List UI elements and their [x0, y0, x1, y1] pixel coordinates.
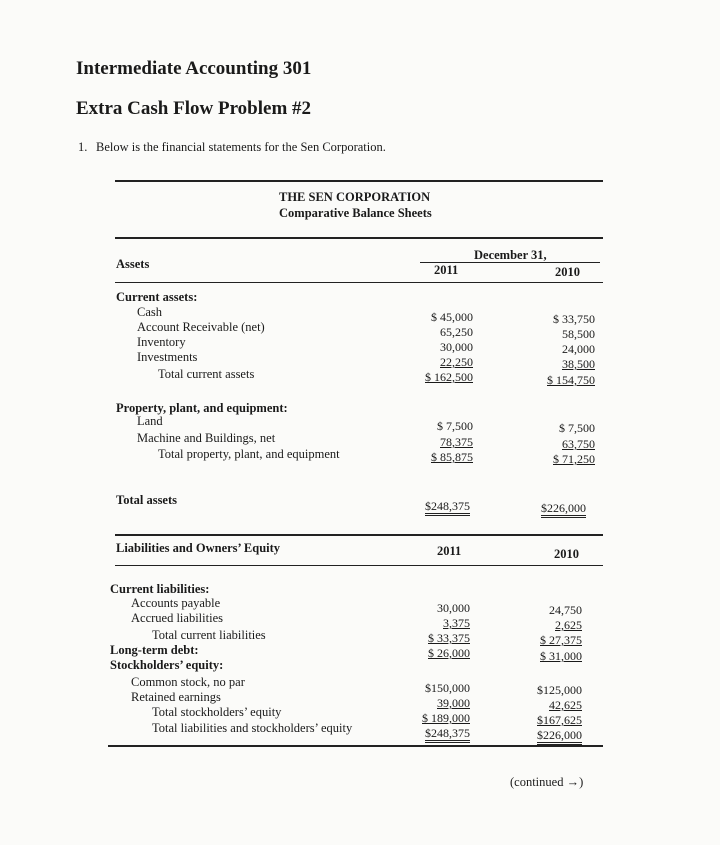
value-2011: 30,000: [437, 601, 470, 615]
value-2011: 78,375: [440, 435, 473, 449]
total-assets-label: Total assets: [116, 493, 178, 507]
total-liab-equity-2011: $248,375: [425, 726, 470, 743]
value-2010: 2,625: [555, 618, 582, 632]
value-2011: 3,375: [443, 616, 470, 630]
row-label: Common stock, no par: [131, 675, 245, 689]
row-label: Cash: [137, 305, 162, 319]
total-assets-2010: $226,000: [541, 501, 586, 518]
total-label: Total current assets: [158, 367, 255, 381]
statement-title: Comparative Balance Sheets: [279, 206, 432, 220]
total-liab-equity-2010: $226,000: [537, 728, 582, 745]
company-name: THE SEN CORPORATION: [279, 190, 431, 204]
equity-heading: Stockholders’ equity:: [110, 658, 224, 672]
row-label: Account Receivable (net): [137, 320, 265, 334]
long-term-debt-2010: $ 31,000: [540, 649, 582, 663]
date-header: December 31,: [474, 248, 547, 262]
value-2010: $125,000: [537, 683, 582, 697]
value-2010: 24,750: [549, 603, 582, 617]
row-label: Land: [137, 414, 163, 428]
problem-title: Extra Cash Flow Problem #2: [76, 98, 312, 119]
question-text: Below is the financial statements for the Sen Corporation.: [96, 140, 386, 154]
course-title: Intermediate Accounting 301: [76, 58, 312, 79]
value-2010: 58,500: [562, 327, 595, 341]
value-2011: 22,250: [440, 355, 473, 369]
year-2010-header: 2010: [555, 265, 580, 279]
liabilities-top-rule: [115, 534, 603, 536]
row-label: Machine and Buildings, net: [137, 431, 276, 445]
row-label: Retained earnings: [131, 690, 221, 704]
row-label: Inventory: [137, 335, 186, 349]
liab-year-2010: 2010: [554, 547, 579, 561]
ppe-heading: Property, plant, and equipment:: [116, 401, 288, 415]
value-2010: $ 33,750: [553, 312, 595, 326]
value-2011: $ 33,375: [428, 631, 470, 645]
value-2011: 30,000: [440, 340, 473, 354]
value-2010: $ 27,375: [540, 633, 582, 647]
value-2010: 42,625: [549, 698, 582, 712]
value-2010: $ 71,250: [553, 452, 595, 466]
long-term-debt-label: Long-term debt:: [110, 643, 199, 657]
value-2010: $ 154,750: [547, 373, 595, 387]
value-2011: $ 162,500: [425, 370, 473, 384]
total-label: Total liabilities and stockholders’ equity: [152, 721, 353, 735]
value-2011: $ 45,000: [431, 310, 473, 324]
current-assets-heading: Current assets:: [116, 290, 198, 304]
assets-header: Assets: [116, 257, 150, 271]
value-2010: 38,500: [562, 357, 595, 371]
value-2011: 65,250: [440, 325, 473, 339]
long-term-debt-2011: $ 26,000: [428, 646, 470, 660]
header-rule: [115, 237, 603, 239]
liab-year-2011: 2011: [437, 544, 462, 558]
top-rule: [115, 180, 603, 182]
row-label: Investments: [137, 350, 198, 364]
total-label: Total current liabilities: [152, 628, 266, 642]
bottom-rule: [108, 745, 603, 747]
value-2011: 39,000: [437, 696, 470, 710]
continued-note: (continued →): [510, 775, 584, 789]
value-2011: $ 189,000: [422, 711, 470, 725]
value-2010: $ 7,500: [559, 421, 595, 435]
total-label: Total property, plant, and equipment: [158, 447, 340, 461]
value-2011: $150,000: [425, 681, 470, 695]
value-2011: $ 7,500: [437, 419, 473, 433]
row-label: Accrued liabilities: [131, 611, 223, 625]
current-liabilities-heading: Current liabilities:: [110, 582, 210, 596]
liabilities-header-rule: [115, 565, 603, 566]
year-2011-header: 2011: [434, 263, 459, 277]
total-label: Total stockholders’ equity: [152, 705, 282, 719]
question-number: 1.: [78, 140, 88, 154]
row-label: Accounts payable: [131, 596, 221, 610]
total-assets-2011: $248,375: [425, 499, 470, 516]
value-2010: $167,625: [537, 713, 582, 727]
value-2010: 24,000: [562, 342, 595, 356]
value-2010: 63,750: [562, 437, 595, 451]
liabilities-header: Liabilities and Owners’ Equity: [116, 541, 281, 555]
value-2011: $ 85,875: [431, 450, 473, 464]
columns-rule: [115, 282, 603, 283]
